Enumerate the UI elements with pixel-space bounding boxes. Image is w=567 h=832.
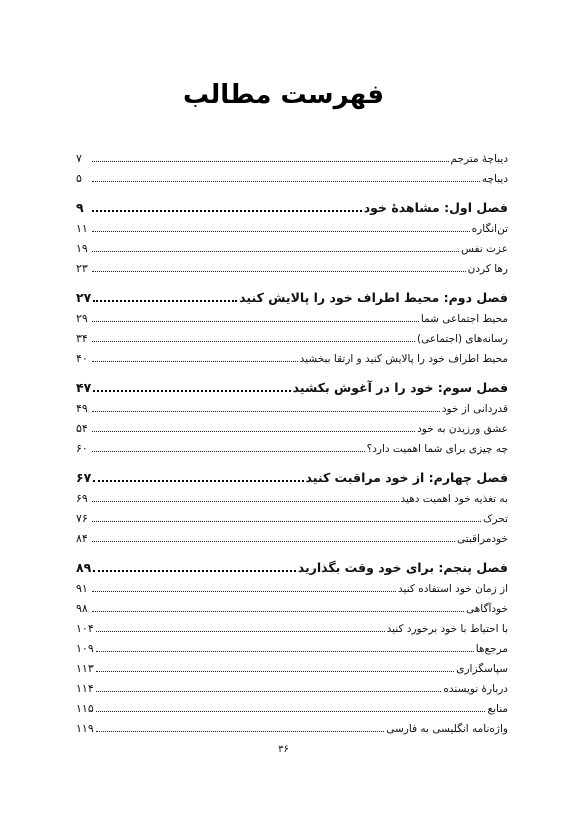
toc-page-number: ۲۹ (76, 312, 88, 325)
toc-entry-label: با احتیاط با خود برخورد کنید (386, 623, 508, 635)
toc-entry-label: منابع (487, 703, 508, 715)
toc-page-number: ۷ (76, 152, 82, 165)
toc-entry-label: سپاسگزاری (456, 663, 508, 675)
dot-leader (93, 390, 290, 392)
toc-entry-label: فصل اول: مشاهدهٔ خود (363, 200, 508, 215)
dot-leader (92, 361, 298, 362)
toc-row[interactable] (76, 576, 508, 596)
dot-leader (92, 321, 419, 322)
toc-page-number: ۱۱۵ (76, 702, 94, 715)
toc-entry-label: رها کردن (467, 263, 508, 275)
toc-entry-label: محیط اطراف خود را پالایش کنید و ارتقا ببخشید (299, 353, 508, 365)
toc-page-number: ۳۴ (76, 332, 88, 345)
toc-entry-label: عزت نفس (461, 243, 508, 255)
toc-row[interactable] (76, 396, 508, 416)
toc-page-number: ۷۶ (76, 512, 88, 525)
toc-entry-label: تن‌انگاره (471, 223, 508, 235)
dot-leader (92, 541, 455, 542)
toc-row[interactable] (76, 636, 508, 656)
toc-row[interactable] (76, 596, 508, 616)
toc-page-number: ۵ (76, 172, 82, 185)
toc-entry-label: قدردانی از خود (441, 403, 508, 415)
dot-leader (92, 431, 415, 432)
toc-row[interactable] (76, 416, 508, 436)
dot-leader (92, 611, 464, 612)
toc-page-number: ۲۷ (76, 290, 92, 305)
toc-page-number: ۴۷ (76, 380, 92, 395)
dot-leader (92, 231, 470, 232)
toc-row[interactable] (76, 326, 508, 346)
toc-page-number: ۹۱ (76, 582, 88, 595)
toc-page-number: ۲۳ (76, 262, 88, 275)
toc-chapter-row[interactable] (76, 456, 508, 486)
toc-chapter-row[interactable] (76, 186, 508, 216)
toc-page-number: ۴۰ (76, 352, 88, 365)
page-number: ۳۶ (278, 744, 289, 755)
toc-row[interactable] (76, 216, 508, 236)
toc-row[interactable] (76, 616, 508, 636)
dot-leader (96, 671, 455, 672)
toc-row[interactable] (76, 696, 508, 716)
toc-row[interactable] (76, 656, 508, 676)
dot-leader (96, 731, 385, 732)
toc-row[interactable] (76, 236, 508, 256)
toc-entry-label: تحرک (483, 513, 508, 525)
toc-row[interactable] (76, 486, 508, 506)
toc-row[interactable] (76, 716, 508, 736)
page-title: فهرست مطالب (183, 80, 384, 110)
toc-chapter-row[interactable] (76, 546, 508, 576)
dot-leader (96, 631, 385, 632)
toc-entry-label: خودآگاهی (466, 603, 508, 615)
toc-row[interactable] (76, 676, 508, 696)
dot-leader (92, 451, 365, 452)
toc-entry-label: فصل پنجم: برای خود وقت بگذارید (297, 560, 508, 575)
toc-page-number: ۱۹ (76, 242, 88, 255)
dot-leader (92, 210, 362, 212)
toc-page-number: ۴۹ (76, 402, 88, 415)
toc-entry-label: محیط اجتماعی شما (420, 313, 508, 325)
dot-leader (92, 591, 396, 592)
dot-leader (96, 691, 442, 692)
toc-page-number: ۵۴ (76, 422, 88, 435)
toc-entry-label: دیباچهٔ مترجم (450, 153, 508, 165)
dot-leader (96, 711, 486, 712)
toc-entry-label: دیباچه (481, 173, 508, 185)
toc-entry-label: خودمراقبتی (456, 533, 508, 545)
toc-entry-label: مرجع‌ها (475, 643, 508, 655)
toc-page-number: ۸۹ (76, 560, 92, 575)
toc-entry-label: چه چیزی برای شما اهمیت دارد؟ (366, 443, 508, 455)
toc-page-number: ۱۱۹ (76, 722, 94, 735)
toc-entry-label: دربارهٔ نویسنده (443, 683, 508, 695)
toc-entry-label: فصل سوم: خود را در آغوش بکشید (292, 380, 508, 395)
toc-row[interactable] (76, 526, 508, 546)
dot-leader (92, 161, 449, 162)
toc-entry-label: فصل دوم: محیط اطراف خود را پالایش کنید (239, 290, 508, 305)
toc-entry-label: عشق ورزیدن به خود (417, 423, 508, 435)
dot-leader (92, 251, 459, 252)
toc-chapter-row[interactable] (76, 366, 508, 396)
toc-page-number: ۱۱۴ (76, 682, 94, 695)
toc-entry-label: رسانه‌های (اجتماعی) (417, 333, 508, 345)
toc-row[interactable] (76, 256, 508, 276)
toc-row[interactable] (76, 306, 508, 326)
toc-row[interactable] (76, 346, 508, 366)
toc-page-number: ۶۰ (76, 442, 88, 455)
toc-row[interactable] (76, 436, 508, 456)
toc-chapter-row[interactable] (76, 276, 508, 306)
toc-entry-label: واژه‌نامه انگلیسی به فارسی (386, 723, 508, 735)
toc-entry-label: از زمان خود استفاده کنید (398, 583, 508, 595)
dot-leader (92, 271, 466, 272)
dot-leader (92, 411, 440, 412)
dot-leader (96, 651, 474, 652)
table-of-contents (76, 146, 508, 736)
dot-leader (92, 521, 481, 522)
toc-entry-label: به تغذیه خود اهمیت دهید (400, 493, 508, 505)
dot-leader (93, 300, 237, 302)
dot-leader (92, 181, 480, 182)
dot-leader (92, 501, 399, 502)
toc-page-number: ۹ (76, 200, 84, 215)
toc-page-number: ۱۱۳ (76, 662, 94, 675)
toc-entry-label: فصل چهارم: از خود مراقبت کنید (305, 470, 508, 485)
toc-page-number: ۶۹ (76, 492, 88, 505)
dot-leader (93, 480, 303, 482)
toc-row[interactable] (76, 506, 508, 526)
toc-page-number: ۹۸ (76, 602, 88, 615)
toc-page-number: ۱۰۹ (76, 642, 94, 655)
dot-leader (93, 570, 295, 572)
toc-page-number: ۱۰۴ (76, 622, 94, 635)
toc-page-number: ۶۷ (76, 470, 92, 485)
toc-page-number: ۸۴ (76, 532, 88, 545)
toc-row[interactable] (76, 166, 508, 186)
toc-row[interactable] (76, 146, 508, 166)
dot-leader (92, 341, 415, 342)
toc-page-number: ۱۱ (76, 222, 88, 235)
